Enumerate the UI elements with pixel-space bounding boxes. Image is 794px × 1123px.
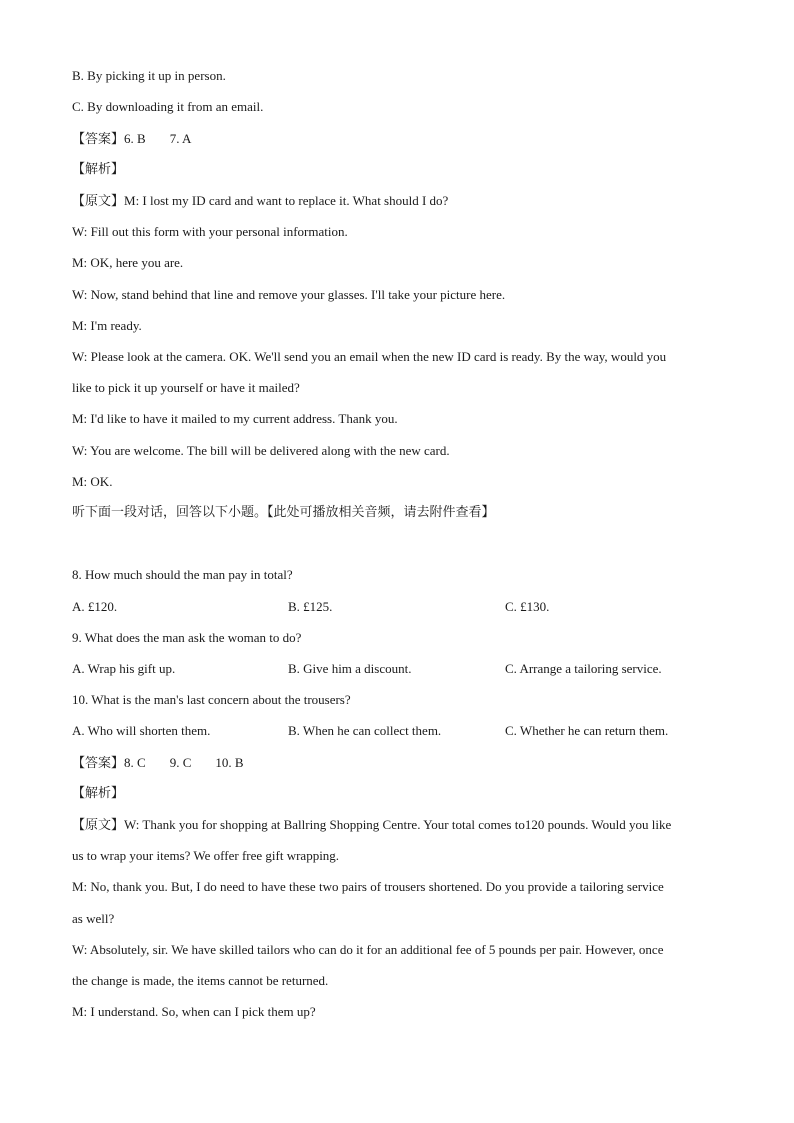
transcript-label: 【原文】: [72, 194, 125, 209]
transcript-line: M: I'd like to have it mailed to my current address. Thank you.: [72, 411, 398, 426]
q8-option-c: C. £130.: [505, 599, 550, 614]
question-9: 9. What does the man ask the woman to do?: [72, 630, 302, 645]
analysis-label-1: 【解析】: [72, 162, 125, 177]
question-8: 8. How much should the man pay in total?: [72, 567, 293, 582]
transcript-line: us to wrap your items? We offer free gift wrapping.: [72, 848, 340, 863]
section-instruction: 听下面一段对话，回答以下小题。【此处可播放相关音频，请去附件查看】: [72, 505, 495, 520]
transcript-label: 【原文】: [72, 818, 125, 833]
q10-option-a: A. Who will shorten them.: [72, 723, 211, 738]
transcript-line: the change is made, the items cannot be returned.: [72, 973, 329, 988]
q9-option-a: A. Wrap his gift up.: [72, 661, 176, 676]
answer-10: 10. B: [215, 755, 244, 770]
transcript-line: M: I'm ready.: [72, 318, 142, 333]
q10-option-c: C. Whether he can return them.: [505, 723, 669, 738]
transcript-line: M: I understand. So, when can I pick them up?: [72, 1004, 316, 1019]
answer-8: 8. C: [124, 755, 146, 770]
transcript-2-first: [72, 817, 671, 834]
transcript-line: W: Absolutely, sir. We have skilled tailors who can do it for an additional fee of 5 pounds per pair. However, once: [72, 942, 664, 957]
option-c-prev: C. By downloading it from an email.: [72, 99, 264, 114]
question-10: 10. What is the man's last concern about the trousers?: [72, 692, 351, 707]
transcript-line: as well?: [72, 911, 115, 926]
q8-option-b: B. £125.: [288, 599, 333, 614]
transcript-line: like to pick it up yourself or have it mailed?: [72, 380, 300, 395]
analysis-label-2: 【解析】: [72, 786, 125, 801]
transcript-line: M: I lost my ID card and want to replace it. What should I do?: [124, 193, 449, 208]
answer-label: 【答案】: [72, 756, 125, 771]
transcript-line: M: OK.: [72, 474, 113, 489]
transcript-line: W: Please look at the camera. OK. We'll send you an email when the new ID card is ready. By the way, would you: [72, 349, 667, 364]
q9-option-b: B. Give him a discount.: [288, 661, 412, 676]
answer-label: 【答案】: [72, 132, 125, 147]
option-b-prev: B. By picking it up in person.: [72, 68, 226, 83]
transcript-line: M: No, thank you. But, I do need to have these two pairs of trousers shortened. Do you provide a tailoring service: [72, 879, 664, 894]
answer-7: 7. A: [169, 131, 192, 146]
answer-line-1: [72, 131, 191, 148]
q10-option-b: B. When he can collect them.: [288, 723, 442, 738]
answer-line-2: [72, 755, 244, 772]
answer-9: 9. C: [169, 755, 192, 770]
transcript-line: W: Thank you for shopping at Ballring Shopping Centre. Your total comes to120 pounds. Would you like: [124, 817, 672, 832]
answer-6: 6. B: [124, 131, 146, 146]
q8-option-a: A. £120.: [72, 599, 118, 614]
q9-option-c: C. Arrange a tailoring service.: [505, 661, 662, 676]
transcript-line: W: Fill out this form with your personal information.: [72, 224, 348, 239]
transcript-line: W: Now, stand behind that line and remove your glasses. I'll take your picture here.: [72, 287, 506, 302]
transcript-1-first: [72, 193, 448, 210]
transcript-line: M: OK, here you are.: [72, 255, 184, 270]
transcript-line: W: You are welcome. The bill will be delivered along with the new card.: [72, 443, 450, 458]
